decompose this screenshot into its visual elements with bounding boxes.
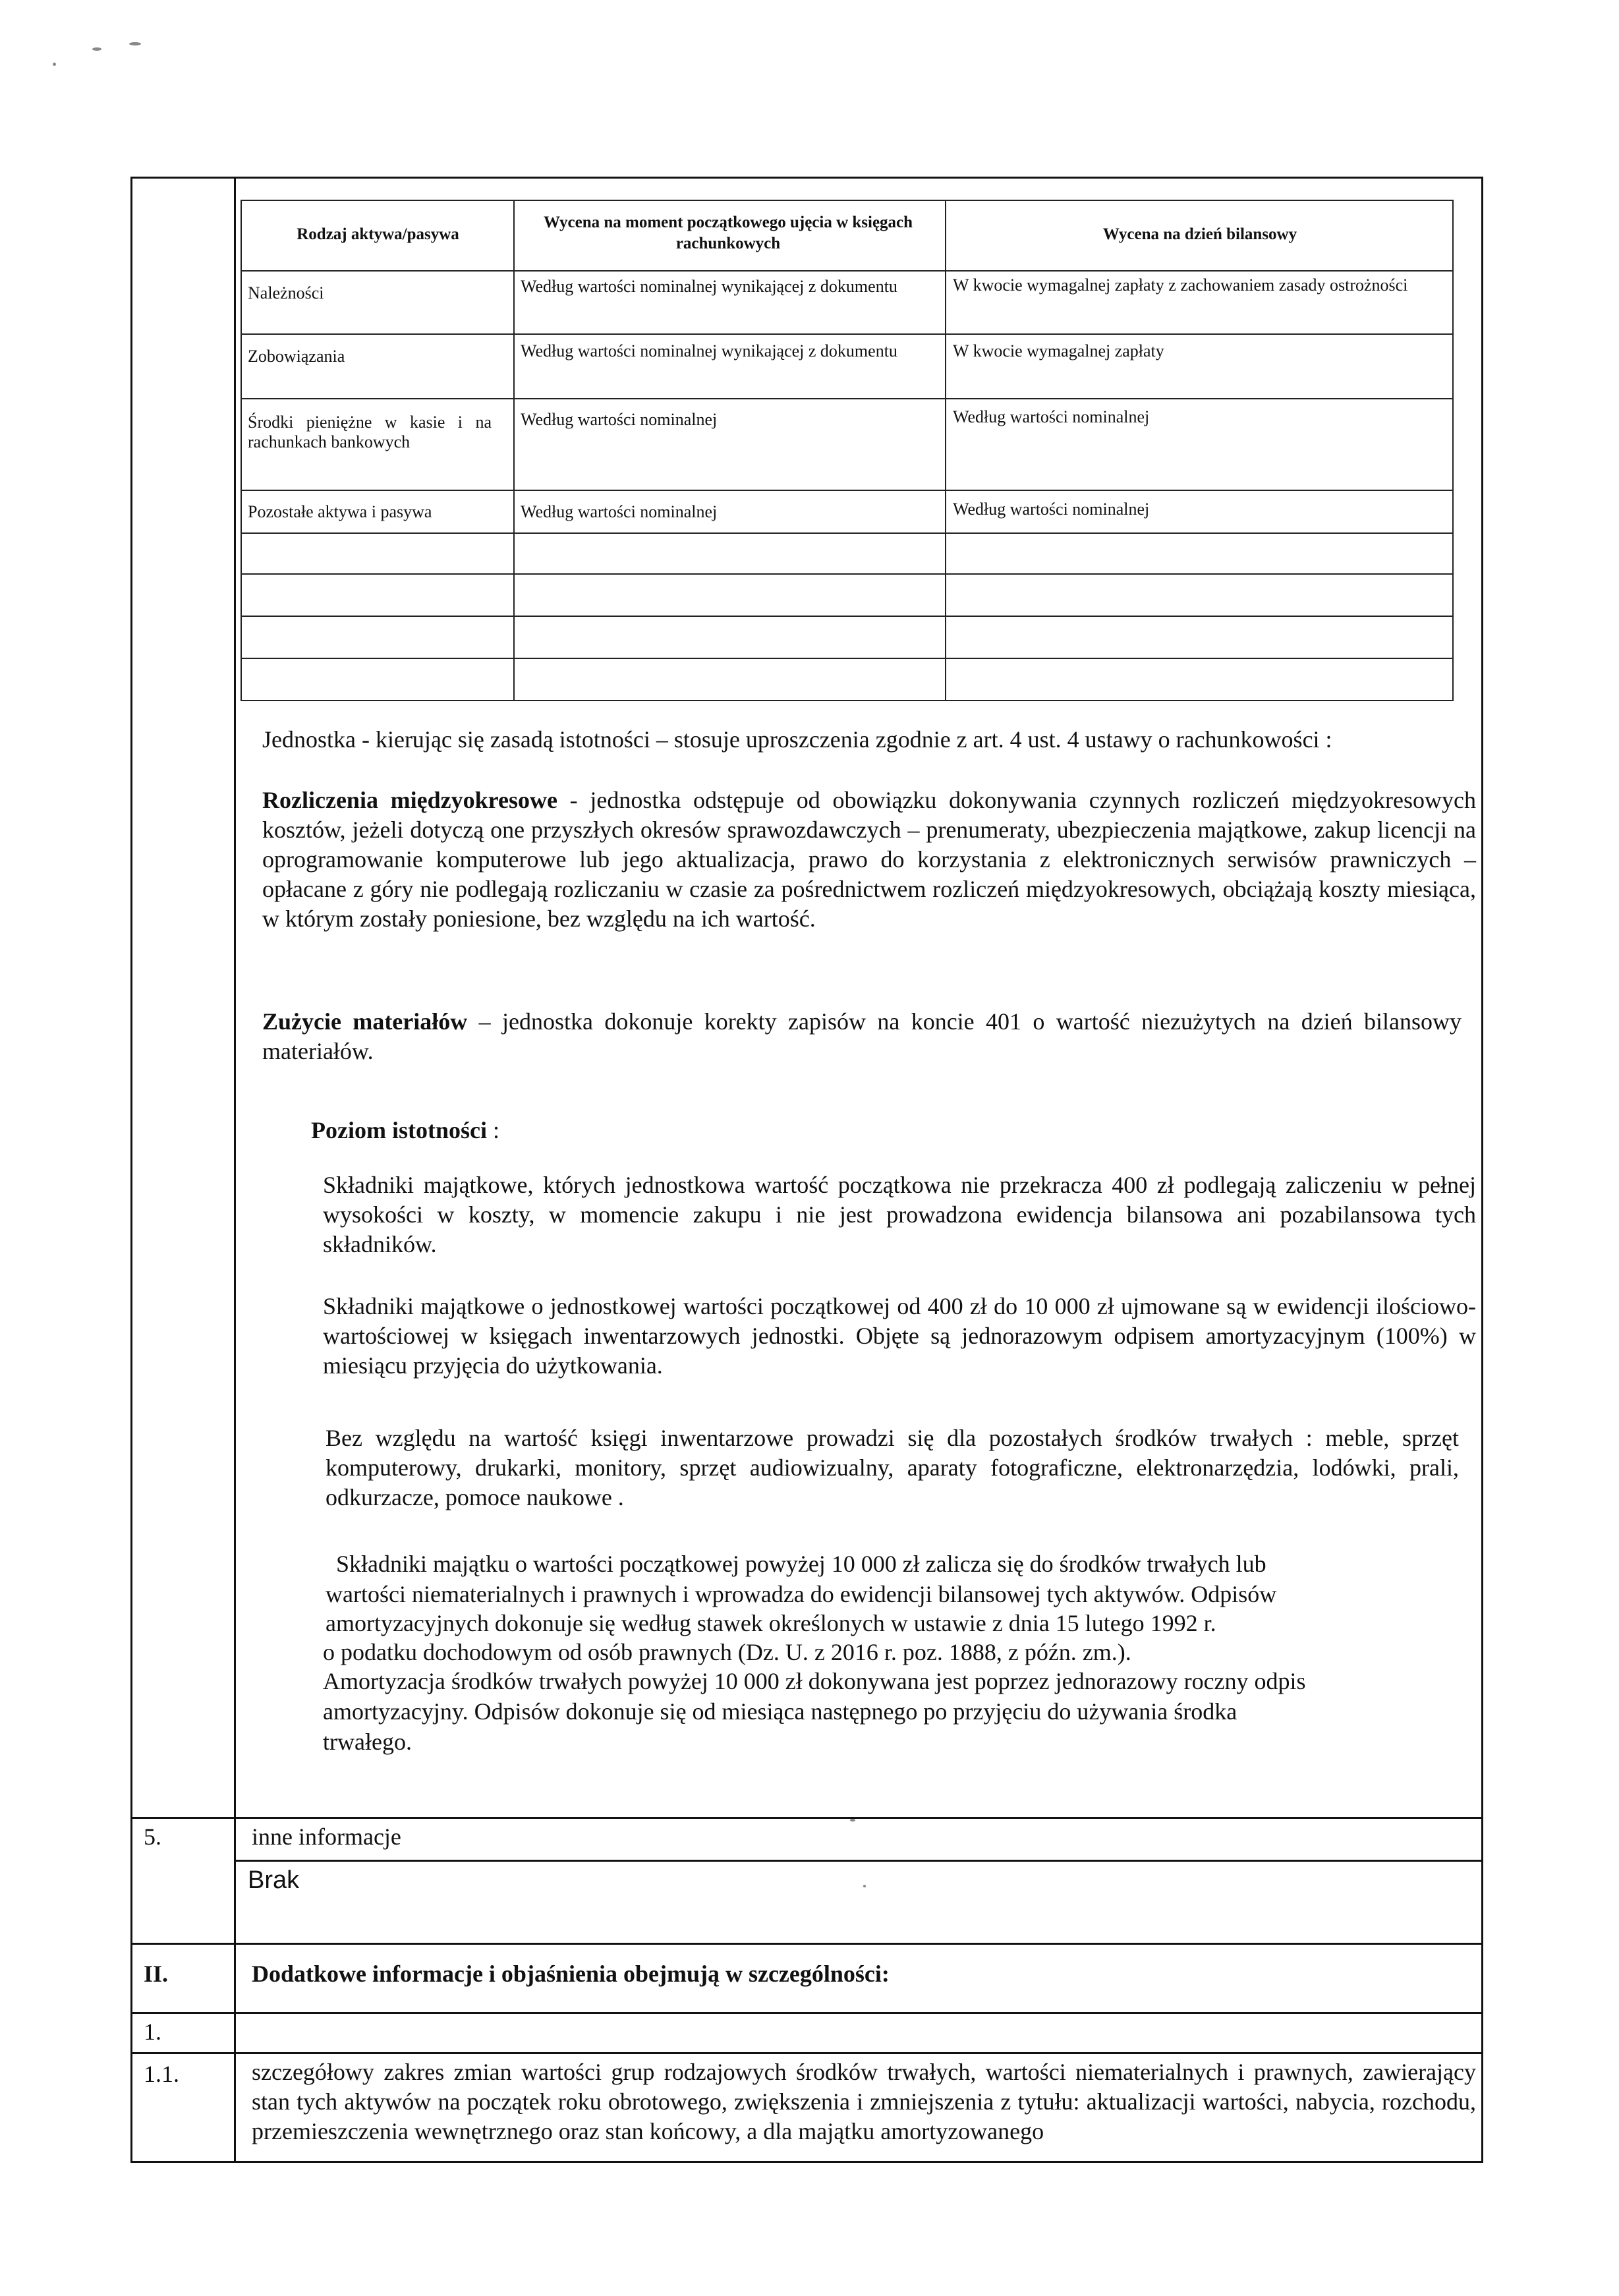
fixed-assets-line: trwałego. <box>323 1729 412 1755</box>
cell-type: Należności <box>248 283 324 302</box>
other-info-value: Brak <box>248 1866 300 1894</box>
scan-speck <box>863 1885 866 1887</box>
cell-type: Zobowiązania <box>248 347 345 366</box>
section-number: II. <box>144 1961 169 1987</box>
row-number: 1. <box>144 2019 161 2045</box>
cell-balance: W kwocie wymagalnej zapłaty z zachowaniem zasady ostrożności <box>953 275 1408 295</box>
materiality-colon: : <box>486 1117 499 1143</box>
row-number: 5. <box>144 1823 161 1850</box>
fixed-assets-line: Amortyzacja środków trwałych powyżej 10 000 zł dokonywana jest poprzez jednorazowy roczny odpis <box>323 1668 1306 1694</box>
paragraph-mid-value: Składniki majątkowe o jednostkowej wartości początkowej od 400 zł do 10 000 zł ujmowane są w ewidencji ilościowo-wartościowej w księgach inwentarzowych jednostki. Objęte są jednorazowym odpisem amortyzacyjnym (100%) w miesiącu przyjęcia do użytkowania. <box>323 1293 1476 1379</box>
cell-balance: Według wartości nominalnej <box>953 500 1150 519</box>
other-info-label: inne informacje <box>252 1823 401 1850</box>
paragraph-inventory-books: Bez względu na wartość księgi inwentarzowe prowadzi się dla pozostałych środków trwałych : meble, sprzęt komputerowy, drukarki, monitory, sprzęt audiowizualny, aparaty fotograficzne, elektronarzędzia, lodówki, prali, odkurzacze, pomoce naukowe . <box>326 1425 1459 1510</box>
section-title: Dodatkowe informacje i objaśnienia obejmują w szczególności: <box>252 1961 890 1987</box>
materials-paragraph <box>262 1007 1462 1066</box>
cell-balance: Według wartości nominalnej <box>953 407 1150 426</box>
header-balance-valuation: Wycena na dzień bilansowy <box>1102 225 1297 243</box>
fixed-assets-line: o podatku dochodowym od osób prawnych (Dz. U. z 2016 r. poz. 1888, z późn. zm.). <box>323 1639 1131 1665</box>
header-asset-type: Rodzaj aktywa/pasywa <box>297 225 459 243</box>
scan-speck <box>53 63 56 66</box>
fixed-assets-line: amortyzacyjny. Odpisów dokonuje się od miesiąca następnego po przyjęciu do używania środka <box>323 1698 1237 1725</box>
intro-text: Jednostka - kierując się zasadą istotności – stosuje uproszczenia zgodnie z art. 4 ust. 4 ustawy o rachunkowości : <box>262 726 1332 753</box>
cell-type: Środki pieniężne w kasie i na rachunkach bankowych <box>248 413 492 451</box>
intro-paragraph <box>262 725 1343 755</box>
cell-initial: Według wartości nominalnej wynikającej z dokumentu <box>521 341 897 360</box>
cell-initial: Według wartości nominalnej <box>521 502 718 521</box>
materiality-label: Poziom istotności <box>311 1117 487 1143</box>
accruals-text: - jednostka odstępuje od obowiązku dokonywania czynnych rozliczeń międzyokresowych kosztów, jeżeli dotyczą one przyszłych okresów sprawozdawczych – prenumeraty, ubezpieczenia majątkowe, zakup licencji na oprogramowanie komputerowe lub jego aktualizacja, prawo do korzystania z elektronicznych serwisów prawniczych – opłacane z góry nie podlegają rozliczaniu w czasie za pośrednictwem rozliczeń międzyokresowych, obciążają koszty miesiąca, w którym zostały poniesione, bez względu na ich wartość. <box>262 787 1476 932</box>
header-initial-valuation: Wycena na moment początkowego ujęcia w księgach rachunkowych <box>543 214 913 252</box>
accruals-paragraph <box>262 786 1476 934</box>
row-number: 1.1. <box>144 2061 179 2087</box>
accruals-label: Rozliczenia międzyokresowe <box>262 787 557 813</box>
fixed-assets-changes-text: szczegółowy zakres zmian wartości grup rodzajowych środków trwałych, wartości niematerialnych i prawnych, zawierający stan tych aktywów na początek roku obrotowego, zwiększenia i zmniejszenia z tytułu: aktualizacji wartości, nabycia, rozchodu, przemieszczenia wewnętrznego oraz stan końcowy, a dla majątku amortyzowanego <box>252 2059 1476 2144</box>
materiality-heading <box>311 1116 838 1145</box>
cell-initial: Według wartości nominalnej <box>521 410 718 429</box>
fixed-assets-line: wartości niematerialnych i prawnych i wprowadza do ewidencji bilansowej tych aktywów. Odpisów <box>326 1581 1277 1607</box>
cell-initial: Według wartości nominalnej wynikającej z dokumentu <box>521 277 897 296</box>
fixed-assets-line: amortyzacyjnych dokonuje się według stawek określonych w ustawie z dnia 15 lutego 1992 r. <box>326 1610 1216 1636</box>
fixed-assets-line: Składniki majątku o wartości początkowej powyżej 10 000 zł zalicza się do środków trwałych lub <box>336 1551 1266 1577</box>
materials-text: – jednostka dokonuje korekty zapisów na koncie 401 o wartość niezużytych na dzień bilansowy materiałów. <box>262 1008 1462 1064</box>
scan-speck <box>92 47 101 51</box>
cell-type: Pozostałe aktywa i pasywa <box>248 502 432 521</box>
scan-speck <box>850 1819 855 1822</box>
materials-label: Zużycie materiałów <box>262 1008 468 1035</box>
cell-balance: W kwocie wymagalnej zapłaty <box>953 341 1164 360</box>
scan-speck <box>129 42 141 45</box>
paragraph-low-value: Składniki majątkowe, których jednostkowa wartość początkowa nie przekracza 400 zł podlegają zaliczeniu w pełnej wysokości w koszty, w momencie zakupu i nie jest prowadzona ewidencja bilansowa ani pozabilansowa tych składników. <box>323 1172 1476 1257</box>
